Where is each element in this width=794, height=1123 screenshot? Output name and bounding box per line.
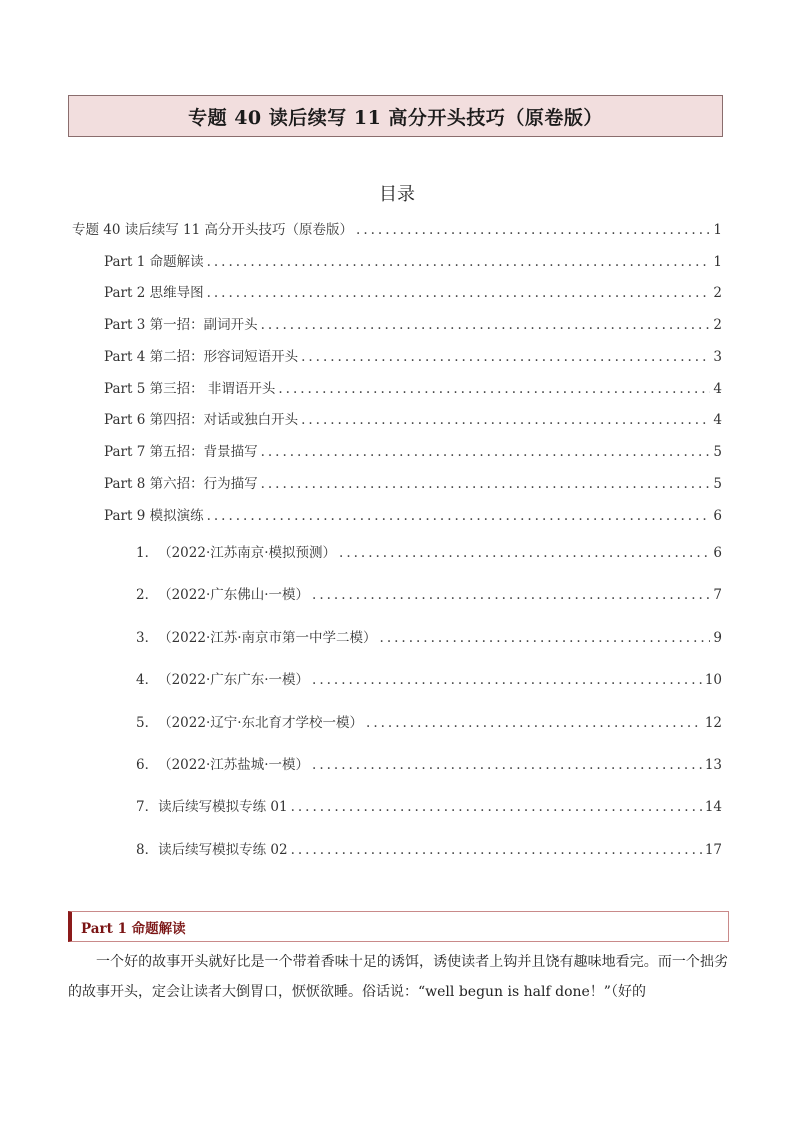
toc-entry-page: 1: [713, 222, 722, 238]
intro-paragraph: 一个好的故事开头就好比是一个带着香味十足的诱饵，诱使读者上钩并且饶有趣味地看完。而一个拙劣的故事开头，定会让读者大倒胃口，恹恹欲睡。俗话说：“well begun is half done！”（好的: [68, 954, 728, 1000]
subtoc-entry-8[interactable]: [136, 840, 722, 860]
subtoc-entry-label: （2022·江苏·南京市第一中学二模）: [158, 630, 377, 646]
subtoc-entry-page: 7: [713, 587, 722, 603]
subtoc-entry-page: 13: [704, 757, 722, 773]
subtoc-entry-number: 5．: [136, 715, 159, 731]
toc-leader-dots: [312, 755, 702, 775]
toc-entry-page: 4: [713, 381, 722, 397]
toc-entry-part6[interactable]: [104, 410, 722, 430]
subtoc-entry-label: 读后续写模拟专练 01: [158, 799, 288, 815]
toc-entry-page: 6: [713, 508, 722, 524]
subtoc-entry-number: 7．: [136, 799, 159, 815]
toc-entry-label: Part 5 第三招： 非谓语开头: [104, 381, 276, 397]
subtoc-entry-5[interactable]: [136, 713, 722, 733]
toc-heading: 目录: [379, 184, 415, 205]
subtoc-entry-7[interactable]: [136, 797, 722, 817]
subtoc-entry-label: （2022·江苏南京·模拟预测）: [158, 545, 337, 561]
toc-leader-dots: [207, 252, 711, 272]
toc-entry-label: Part 2 思维导图: [104, 285, 204, 301]
toc-entry-part7[interactable]: [104, 442, 722, 462]
toc-entry-label: Part 8 第六招：行为描写: [104, 476, 258, 492]
toc-entry-label: Part 6 第四招：对话或独白开头: [104, 412, 299, 428]
toc-leader-dots: [291, 797, 702, 817]
toc-leader-dots: [312, 585, 710, 605]
subtoc-entry-1[interactable]: [136, 543, 722, 563]
subtoc-entry-page: 6: [713, 545, 722, 561]
toc-entry-part2[interactable]: [104, 283, 722, 303]
toc-entry-page: 4: [713, 412, 722, 428]
subtoc-entry-page: 10: [704, 672, 722, 688]
subtoc-entry-label: （2022·辽宁·东北育才学校一模）: [158, 715, 364, 731]
toc-leader-dots: [207, 283, 711, 303]
subtoc-entry-number: 3．: [136, 630, 159, 646]
toc-entry-part4[interactable]: [104, 347, 722, 367]
subtoc-entry-4[interactable]: [136, 670, 722, 690]
toc-entry-part9[interactable]: [104, 506, 722, 526]
toc-leader-dots: [356, 220, 710, 240]
subtoc-entry-label: （2022·江苏盐城·一模）: [158, 757, 310, 773]
toc-entry-part8[interactable]: [104, 474, 722, 494]
document-title: 专题 40 读后续写 11 高分开头技巧（原卷版）: [188, 106, 603, 129]
toc-entry-page: 5: [713, 444, 722, 460]
subtoc-entry-3[interactable]: [136, 628, 722, 648]
subtoc-entry-6[interactable]: [136, 755, 722, 775]
toc-entry-part5[interactable]: [104, 379, 722, 399]
subtoc-entry-label: （2022·广东广东·一模）: [158, 672, 310, 688]
subtoc-entry-page: 14: [704, 799, 722, 815]
toc-entry-title[interactable]: [72, 220, 722, 240]
document-title-box: [68, 95, 723, 137]
toc-entry-label: Part 4 第二招：形容词短语开头: [104, 349, 299, 365]
toc-leader-dots: [261, 474, 711, 494]
subtoc-entry-label: （2022·广东佛山·一模）: [158, 587, 310, 603]
toc-leader-dots: [261, 315, 711, 335]
toc-leader-dots: [301, 347, 710, 367]
toc-entry-page: 5: [713, 476, 722, 492]
toc-leader-dots: [339, 543, 710, 563]
subtoc-entry-label: 读后续写模拟专练 02: [158, 842, 288, 858]
toc-entry-page: 3: [713, 349, 722, 365]
section-title: Part 1 命题解读: [81, 920, 186, 937]
toc-leader-dots: [301, 410, 710, 430]
toc-entry-page: 2: [713, 317, 722, 333]
toc-entry-label: 专题 40 读后续写 11 高分开头技巧（原卷版）: [72, 222, 354, 238]
subtoc-entry-number: 1．: [136, 545, 159, 561]
toc-leader-dots: [261, 442, 711, 462]
toc-leader-dots: [291, 840, 702, 860]
toc-entry-label: Part 9 模拟演练: [104, 508, 204, 524]
subtoc-entry-page: 12: [704, 715, 722, 731]
toc-entry-part3[interactable]: [104, 315, 722, 335]
toc-leader-dots: [312, 670, 702, 690]
subtoc-entry-page: 9: [713, 630, 722, 646]
toc-entry-label: Part 1 命题解读: [104, 254, 204, 270]
subtoc-entry-number: 2．: [136, 587, 159, 603]
toc-entry-page: 2: [713, 285, 722, 301]
subtoc-entry-number: 6．: [136, 757, 159, 773]
subtoc-entry-number: 4．: [136, 672, 159, 688]
toc-leader-dots: [380, 628, 711, 648]
toc-leader-dots: [207, 506, 711, 526]
toc-leader-dots: [366, 713, 702, 733]
subtoc-entry-number: 8．: [136, 842, 159, 858]
toc-entry-label: Part 3 第一招：副词开头: [104, 317, 258, 333]
toc-entry-page: 1: [713, 254, 722, 270]
toc-leader-dots: [278, 379, 710, 399]
section-header-part1: [68, 911, 729, 942]
toc-entry-label: Part 7 第五招：背景描写: [104, 444, 258, 460]
subtoc-entry-page: 17: [704, 842, 722, 858]
toc-entry-part1[interactable]: [104, 252, 722, 272]
subtoc-entry-2[interactable]: [136, 585, 722, 605]
